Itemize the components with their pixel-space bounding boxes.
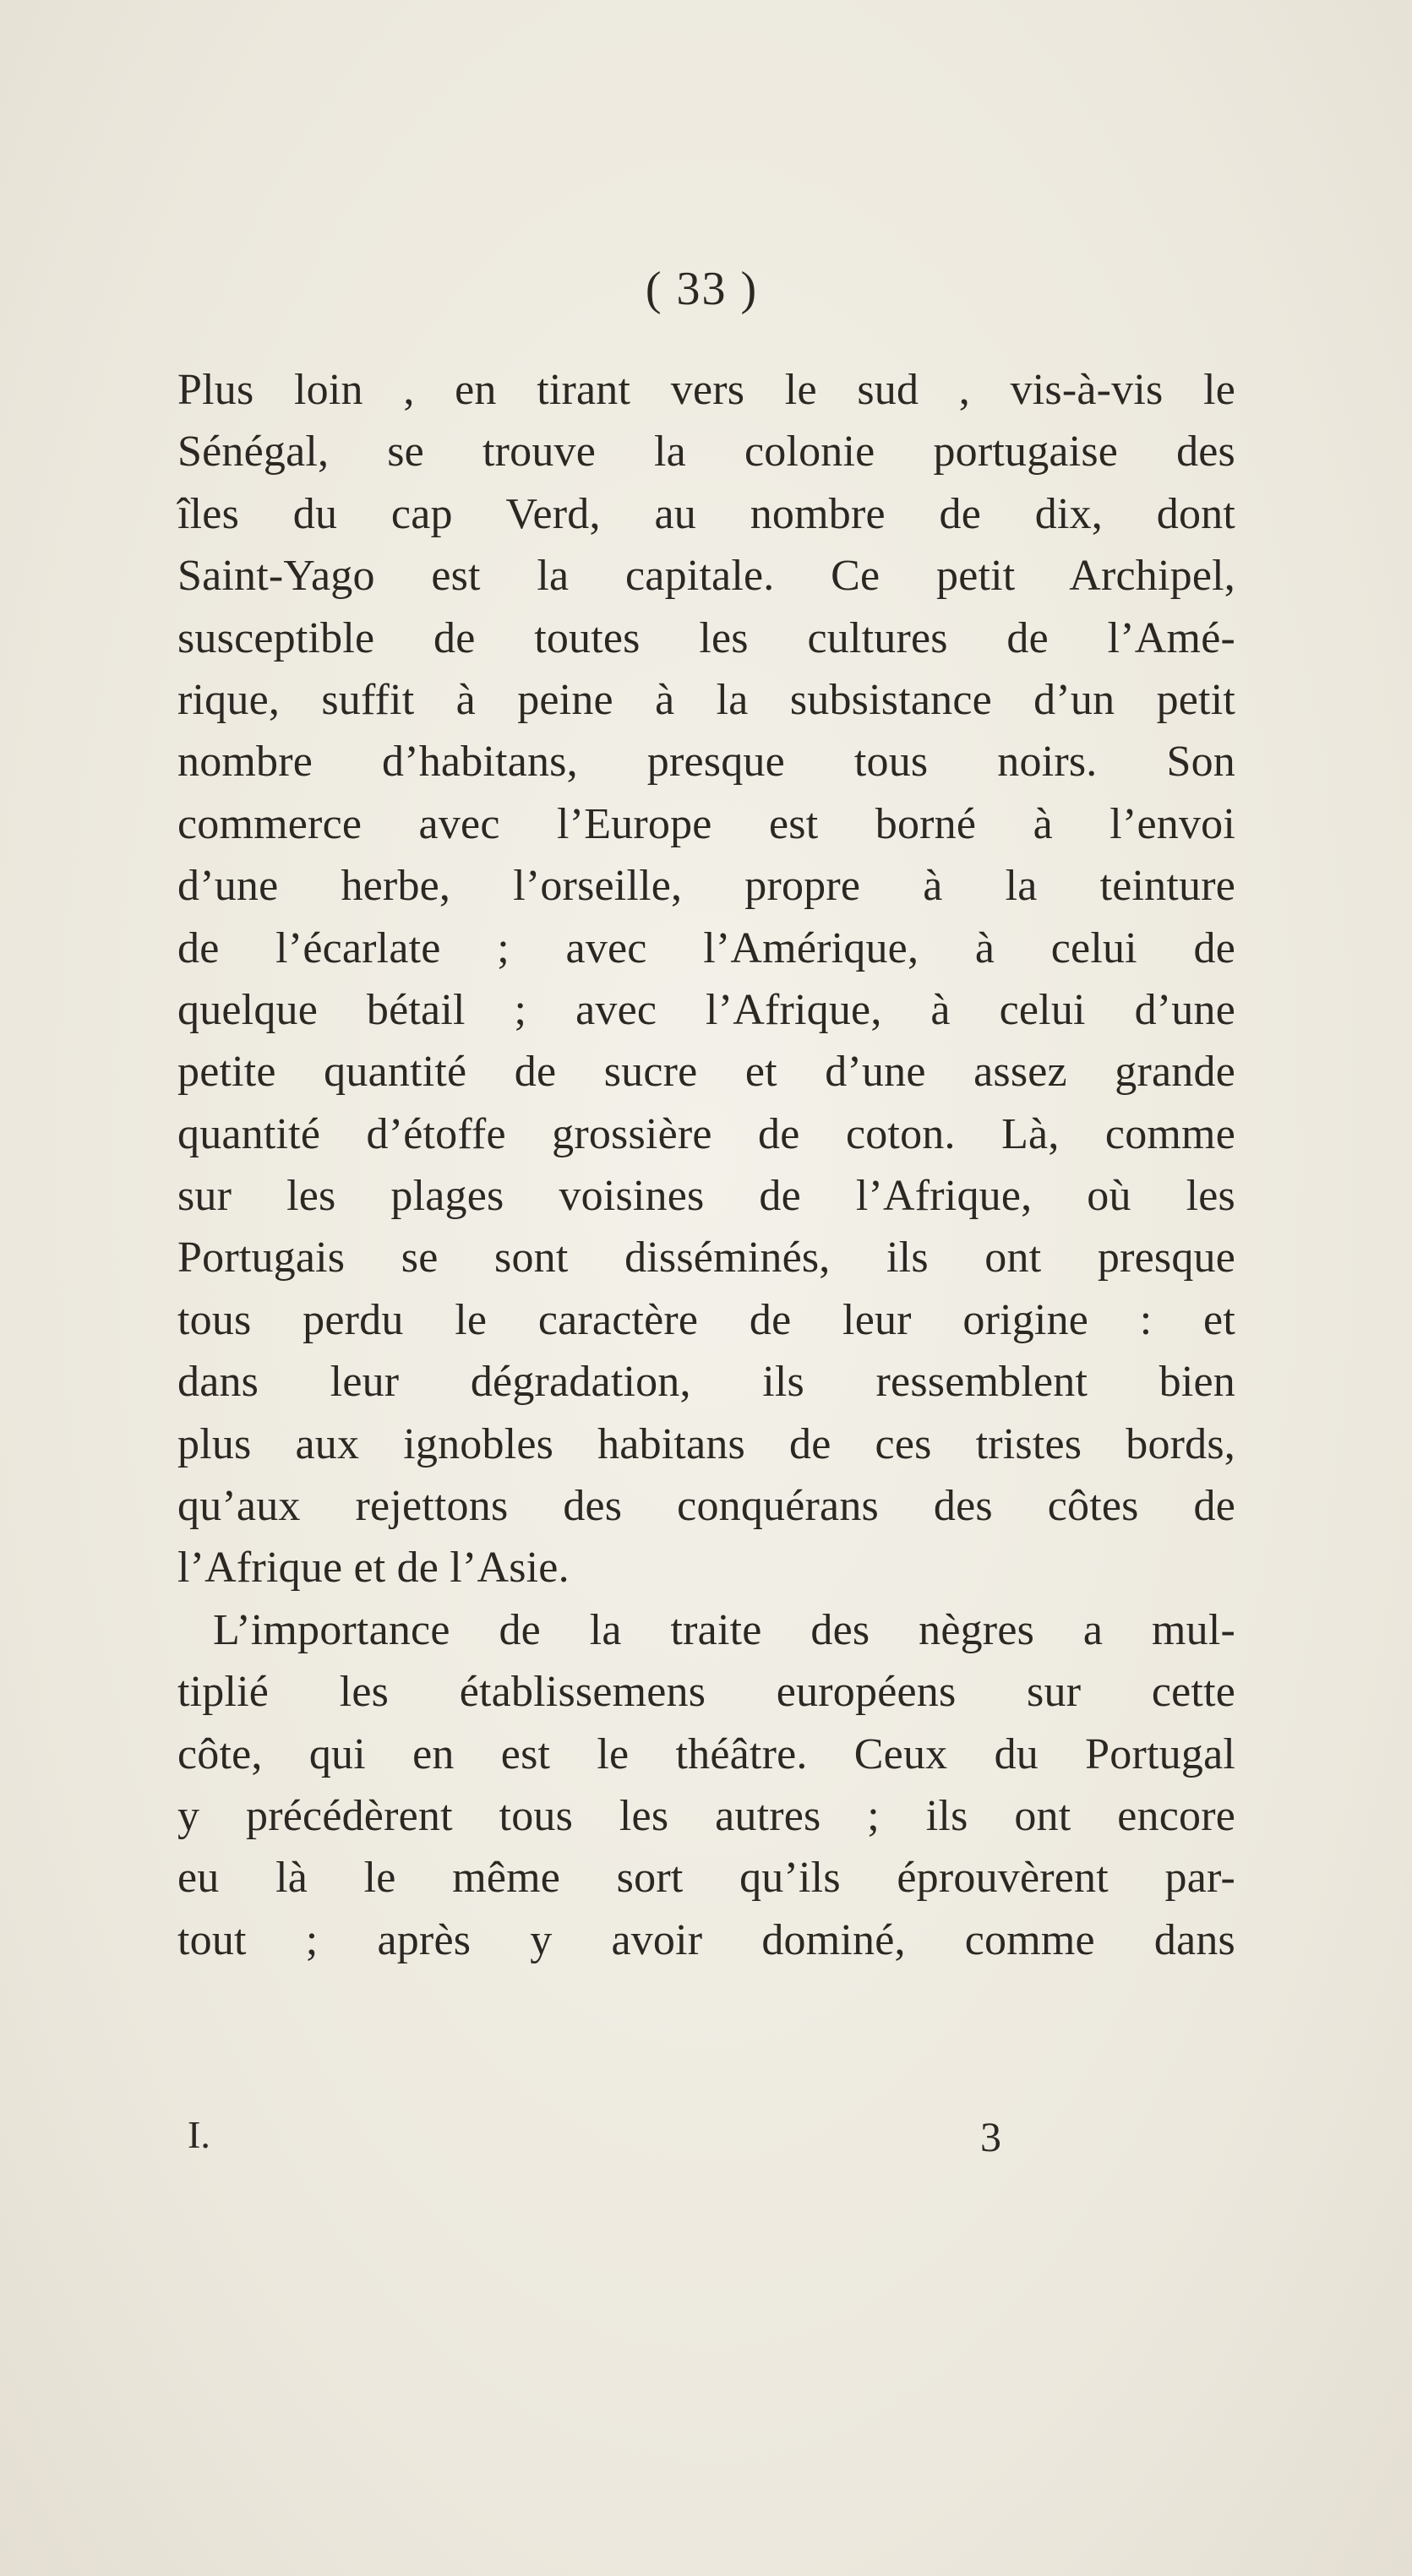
text-line: qu’aux rejettons des conquérans des côtes de: [177, 1482, 1235, 1531]
text-line: tiplié les établissemens européens sur cette: [177, 1668, 1235, 1717]
signature-mark: I.: [188, 2113, 210, 2156]
text-line: nombre d’habitans, presque tous noirs. Son: [177, 738, 1235, 787]
body-text: [177, 359, 1235, 1971]
text-line: Plus loin , en tirant vers le sud , vis-à-vis le: [177, 366, 1235, 414]
text-line: quantité d’étoffe grossière de coton. Là, comme: [177, 1109, 1235, 1158]
text-line: quelque bétail ; avec l’Afrique, à celui d’une: [177, 985, 1235, 1034]
text-line: tout ; après y avoir dominé, comme dans: [177, 1915, 1235, 1964]
text-line: tous perdu le caractère de leur origine : et: [177, 1295, 1235, 1344]
text-line: dans leur dégradation, ils ressemblent bien: [177, 1358, 1235, 1407]
text-line: îles du cap Verd, au nombre de dix, dont: [177, 489, 1235, 538]
text-line-paragraph-end: l’Afrique et de l’Asie.: [177, 1544, 570, 1593]
sheet-number: 3: [980, 2113, 1001, 2160]
text-line: plus aux ignobles habitans de ces tristes bords,: [177, 1419, 1235, 1468]
text-line: Sénégal, se trouve la colonie portugaise des: [177, 428, 1235, 477]
page-number: ( 33 ): [645, 263, 759, 315]
text-line: d’une herbe, l’orseille, propre à la teinture: [177, 862, 1235, 911]
text-line: y précédèrent tous les autres ; ils ont encore: [177, 1791, 1235, 1840]
text-line: susceptible de toutes les cultures de l’Amé-: [177, 613, 1235, 662]
text-line: Saint-Yago est la capitale. Ce petit Archipel,: [177, 552, 1235, 601]
text-line-paragraph-start: L’importance de la traite des nègres a mul-: [213, 1605, 1235, 1654]
text-line: rique, suffit à peine à la subsistance d’un petit: [177, 675, 1235, 724]
text-line: petite quantité de sucre et d’une assez grande: [177, 1048, 1235, 1097]
text-line: eu là le même sort qu’ils éprouvèrent par-: [177, 1854, 1235, 1903]
text-line: côte, qui en est le théâtre. Ceux du Portugal: [177, 1729, 1235, 1778]
text-line: de l’écarlate ; avec l’Amérique, à celui de: [177, 923, 1235, 972]
text-line: sur les plages voisines de l’Afrique, où les: [177, 1172, 1235, 1221]
text-line: commerce avec l’Europe est borné à l’envoi: [177, 799, 1235, 848]
text-line: Portugais se sont disséminés, ils ont presque: [177, 1234, 1235, 1283]
page-footer: [0, 2112, 1412, 2163]
